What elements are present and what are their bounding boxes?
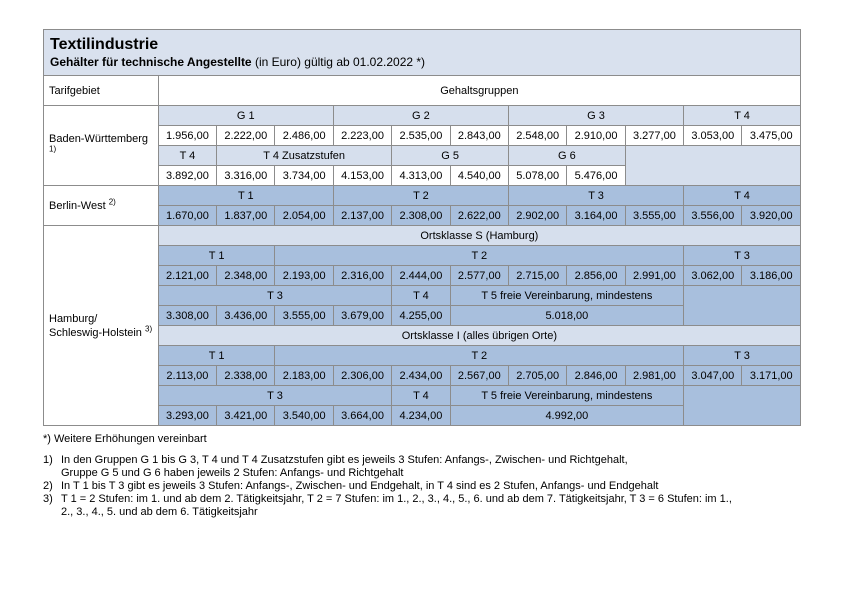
salary-cell: 2.567,00 bbox=[450, 366, 508, 386]
salary-cell: 4.540,00 bbox=[450, 166, 508, 186]
group-header: T 4 Zusatzstufen bbox=[217, 146, 392, 166]
salary-cell: 2.622,00 bbox=[450, 206, 508, 226]
page-title: Textilindustrie bbox=[50, 36, 159, 53]
salary-cell: 4.234,00 bbox=[392, 406, 450, 426]
footnote-2: 2) In T 1 bis T 3 gibt es jeweils 3 Stufen: Anfangs-, Zwischen- und Endgehalt, in T 4 sind es 2 Stufen, Anfangs- und Endgehalt bbox=[43, 480, 659, 492]
group-header: T 3 bbox=[508, 186, 683, 206]
group-header: T 3 bbox=[158, 286, 392, 306]
group-header: T 4 bbox=[158, 146, 216, 166]
footnotes bbox=[43, 433, 801, 519]
salary-cell: 2.348,00 bbox=[217, 266, 275, 286]
salary-cell: 2.981,00 bbox=[625, 366, 683, 386]
group-header: T 4 bbox=[684, 186, 801, 206]
salary-cell: 3.664,00 bbox=[333, 406, 391, 426]
group-header: T 3 bbox=[158, 386, 392, 406]
salary-cell: 3.556,00 bbox=[684, 206, 742, 226]
group-header: T 4 bbox=[392, 286, 450, 306]
region-berlin-west: Berlin-West $^{2)}$ bbox=[44, 186, 159, 226]
salary-cell: 4.255,00 bbox=[392, 306, 450, 326]
salary-cell: 2.338,00 bbox=[217, 366, 275, 386]
salary-cell: 2.577,00 bbox=[450, 266, 508, 286]
group-header: G 5 bbox=[392, 146, 509, 166]
salary-cell: 2.910,00 bbox=[567, 126, 625, 146]
salary-cell: 3.062,00 bbox=[684, 266, 742, 286]
salary-cell: 2.846,00 bbox=[567, 366, 625, 386]
footnote-3: 3) T 1 = 2 Stufen: im 1. und ab dem 2. Tätigkeitsjahr, T 2 = 7 Stufen: im 1., 2., 3., 4., 5., 6. und ab dem 7. Tätigkeitsjahr, T 3 = 6 Stufen: im 1., 2., 3., 4., 5. und ab dem 6. Tätigkeitsjahr bbox=[43, 493, 732, 518]
footnote-star: *) Weitere Erhöhungen vereinbart bbox=[43, 433, 207, 445]
salary-cell: 4.153,00 bbox=[333, 166, 391, 186]
group-header: T 3 bbox=[684, 346, 801, 366]
header-gehaltsgruppen: Gehaltsgruppen bbox=[158, 76, 800, 106]
salary-cell: 2.222,00 bbox=[217, 126, 275, 146]
salary-cell: 3.164,00 bbox=[567, 206, 625, 226]
region-baden-wuerttemberg: Baden-Württemberg $^{1)}$ bbox=[44, 106, 159, 186]
salary-cell: 2.121,00 bbox=[158, 266, 216, 286]
salary-cell: 4.992,00 bbox=[450, 406, 684, 426]
group-header: T 4 bbox=[392, 386, 450, 406]
salary-cell: 2.193,00 bbox=[275, 266, 333, 286]
salary-cell: 3.475,00 bbox=[742, 126, 801, 146]
salary-cell: 3.308,00 bbox=[158, 306, 216, 326]
region-hamburg-schleswig-holstein: Hamburg/ Schleswig-Holstein $^{3)}$ bbox=[44, 226, 159, 426]
salary-cell: 3.436,00 bbox=[217, 306, 275, 326]
salary-cell: 3.186,00 bbox=[742, 266, 801, 286]
group-header: T 4 bbox=[684, 106, 801, 126]
salary-cell: 3.053,00 bbox=[684, 126, 742, 146]
salary-cell: 1.956,00 bbox=[158, 126, 216, 146]
group-header: T 1 bbox=[158, 346, 275, 366]
salary-cell: 2.535,00 bbox=[392, 126, 450, 146]
salary-cell: 2.705,00 bbox=[508, 366, 566, 386]
salary-cell: 5.078,00 bbox=[508, 166, 566, 186]
empty-cell bbox=[625, 146, 800, 186]
salary-cell: 3.293,00 bbox=[158, 406, 216, 426]
salary-cell: 2.434,00 bbox=[392, 366, 450, 386]
salary-cell: 2.223,00 bbox=[333, 126, 391, 146]
salary-cell: 2.991,00 bbox=[625, 266, 683, 286]
salary-cell: 2.444,00 bbox=[392, 266, 450, 286]
salary-cell: 2.856,00 bbox=[567, 266, 625, 286]
salary-cell: 2.316,00 bbox=[333, 266, 391, 286]
group-header: T 5 freie Vereinbarung, mindestens bbox=[450, 286, 684, 306]
header-tarifgebiet: Tarifgebiet bbox=[44, 76, 159, 106]
salary-cell: 3.555,00 bbox=[625, 206, 683, 226]
salary-cell: 2.715,00 bbox=[508, 266, 566, 286]
group-header: T 5 freie Vereinbarung, mindestens bbox=[450, 386, 684, 406]
salary-cell: 2.843,00 bbox=[450, 126, 508, 146]
group-header: T 2 bbox=[275, 346, 684, 366]
ortsklasse-i-title: Ortsklasse I (alles übrigen Orte) bbox=[158, 326, 800, 346]
salary-cell: 3.047,00 bbox=[684, 366, 742, 386]
group-header: T 2 bbox=[275, 246, 684, 266]
salary-cell: 5.476,00 bbox=[567, 166, 625, 186]
group-header: T 3 bbox=[684, 246, 801, 266]
salary-cell: 2.183,00 bbox=[275, 366, 333, 386]
salary-cell: 2.902,00 bbox=[508, 206, 566, 226]
salary-cell: 3.171,00 bbox=[742, 366, 801, 386]
table-title-cell bbox=[44, 30, 801, 76]
page-subtitle: Gehälter für technische Angestellte (in Euro) gültig ab 01.02.2022 *) bbox=[50, 55, 426, 69]
group-header: G 2 bbox=[333, 106, 508, 126]
salary-cell: 3.892,00 bbox=[158, 166, 216, 186]
salary-cell: 1.670,00 bbox=[158, 206, 216, 226]
salary-cell: 2.137,00 bbox=[333, 206, 391, 226]
salary-cell: 2.113,00 bbox=[158, 366, 216, 386]
salary-cell: 2.486,00 bbox=[275, 126, 333, 146]
salary-cell: 3.555,00 bbox=[275, 306, 333, 326]
salary-cell: 5.018,00 bbox=[450, 306, 684, 326]
empty-cell bbox=[684, 286, 801, 326]
salary-cell: 3.316,00 bbox=[217, 166, 275, 186]
salary-cell: 2.306,00 bbox=[333, 366, 391, 386]
group-header: T 1 bbox=[158, 186, 333, 206]
group-header: G 6 bbox=[508, 146, 625, 166]
salary-cell: 2.308,00 bbox=[392, 206, 450, 226]
salary-sheet bbox=[43, 29, 801, 519]
salary-table bbox=[43, 29, 801, 426]
salary-cell: 2.548,00 bbox=[508, 126, 566, 146]
salary-cell: 3.734,00 bbox=[275, 166, 333, 186]
salary-cell: 3.421,00 bbox=[217, 406, 275, 426]
group-header: T 1 bbox=[158, 246, 275, 266]
salary-cell: 2.054,00 bbox=[275, 206, 333, 226]
ortsklasse-s-title: Ortsklasse S (Hamburg) bbox=[158, 226, 800, 246]
salary-cell: 3.540,00 bbox=[275, 406, 333, 426]
group-header: G 3 bbox=[508, 106, 683, 126]
salary-cell: 1.837,00 bbox=[217, 206, 275, 226]
footnote-1: 1) In den Gruppen G 1 bis G 3, T 4 und T 4 Zusatzstufen gibt es jeweils 3 Stufen: Anfangs-, Zwischen- und Richtgehalt, Gruppe G 5 und G 6 haben jeweils 2 Stufen: Anfangs- und Richtgehalt bbox=[43, 454, 628, 479]
salary-cell: 3.679,00 bbox=[333, 306, 391, 326]
empty-cell bbox=[684, 386, 801, 426]
salary-cell: 3.920,00 bbox=[742, 206, 801, 226]
group-header: G 1 bbox=[158, 106, 333, 126]
group-header: T 2 bbox=[333, 186, 508, 206]
salary-cell: 3.277,00 bbox=[625, 126, 683, 146]
salary-cell: 4.313,00 bbox=[392, 166, 450, 186]
